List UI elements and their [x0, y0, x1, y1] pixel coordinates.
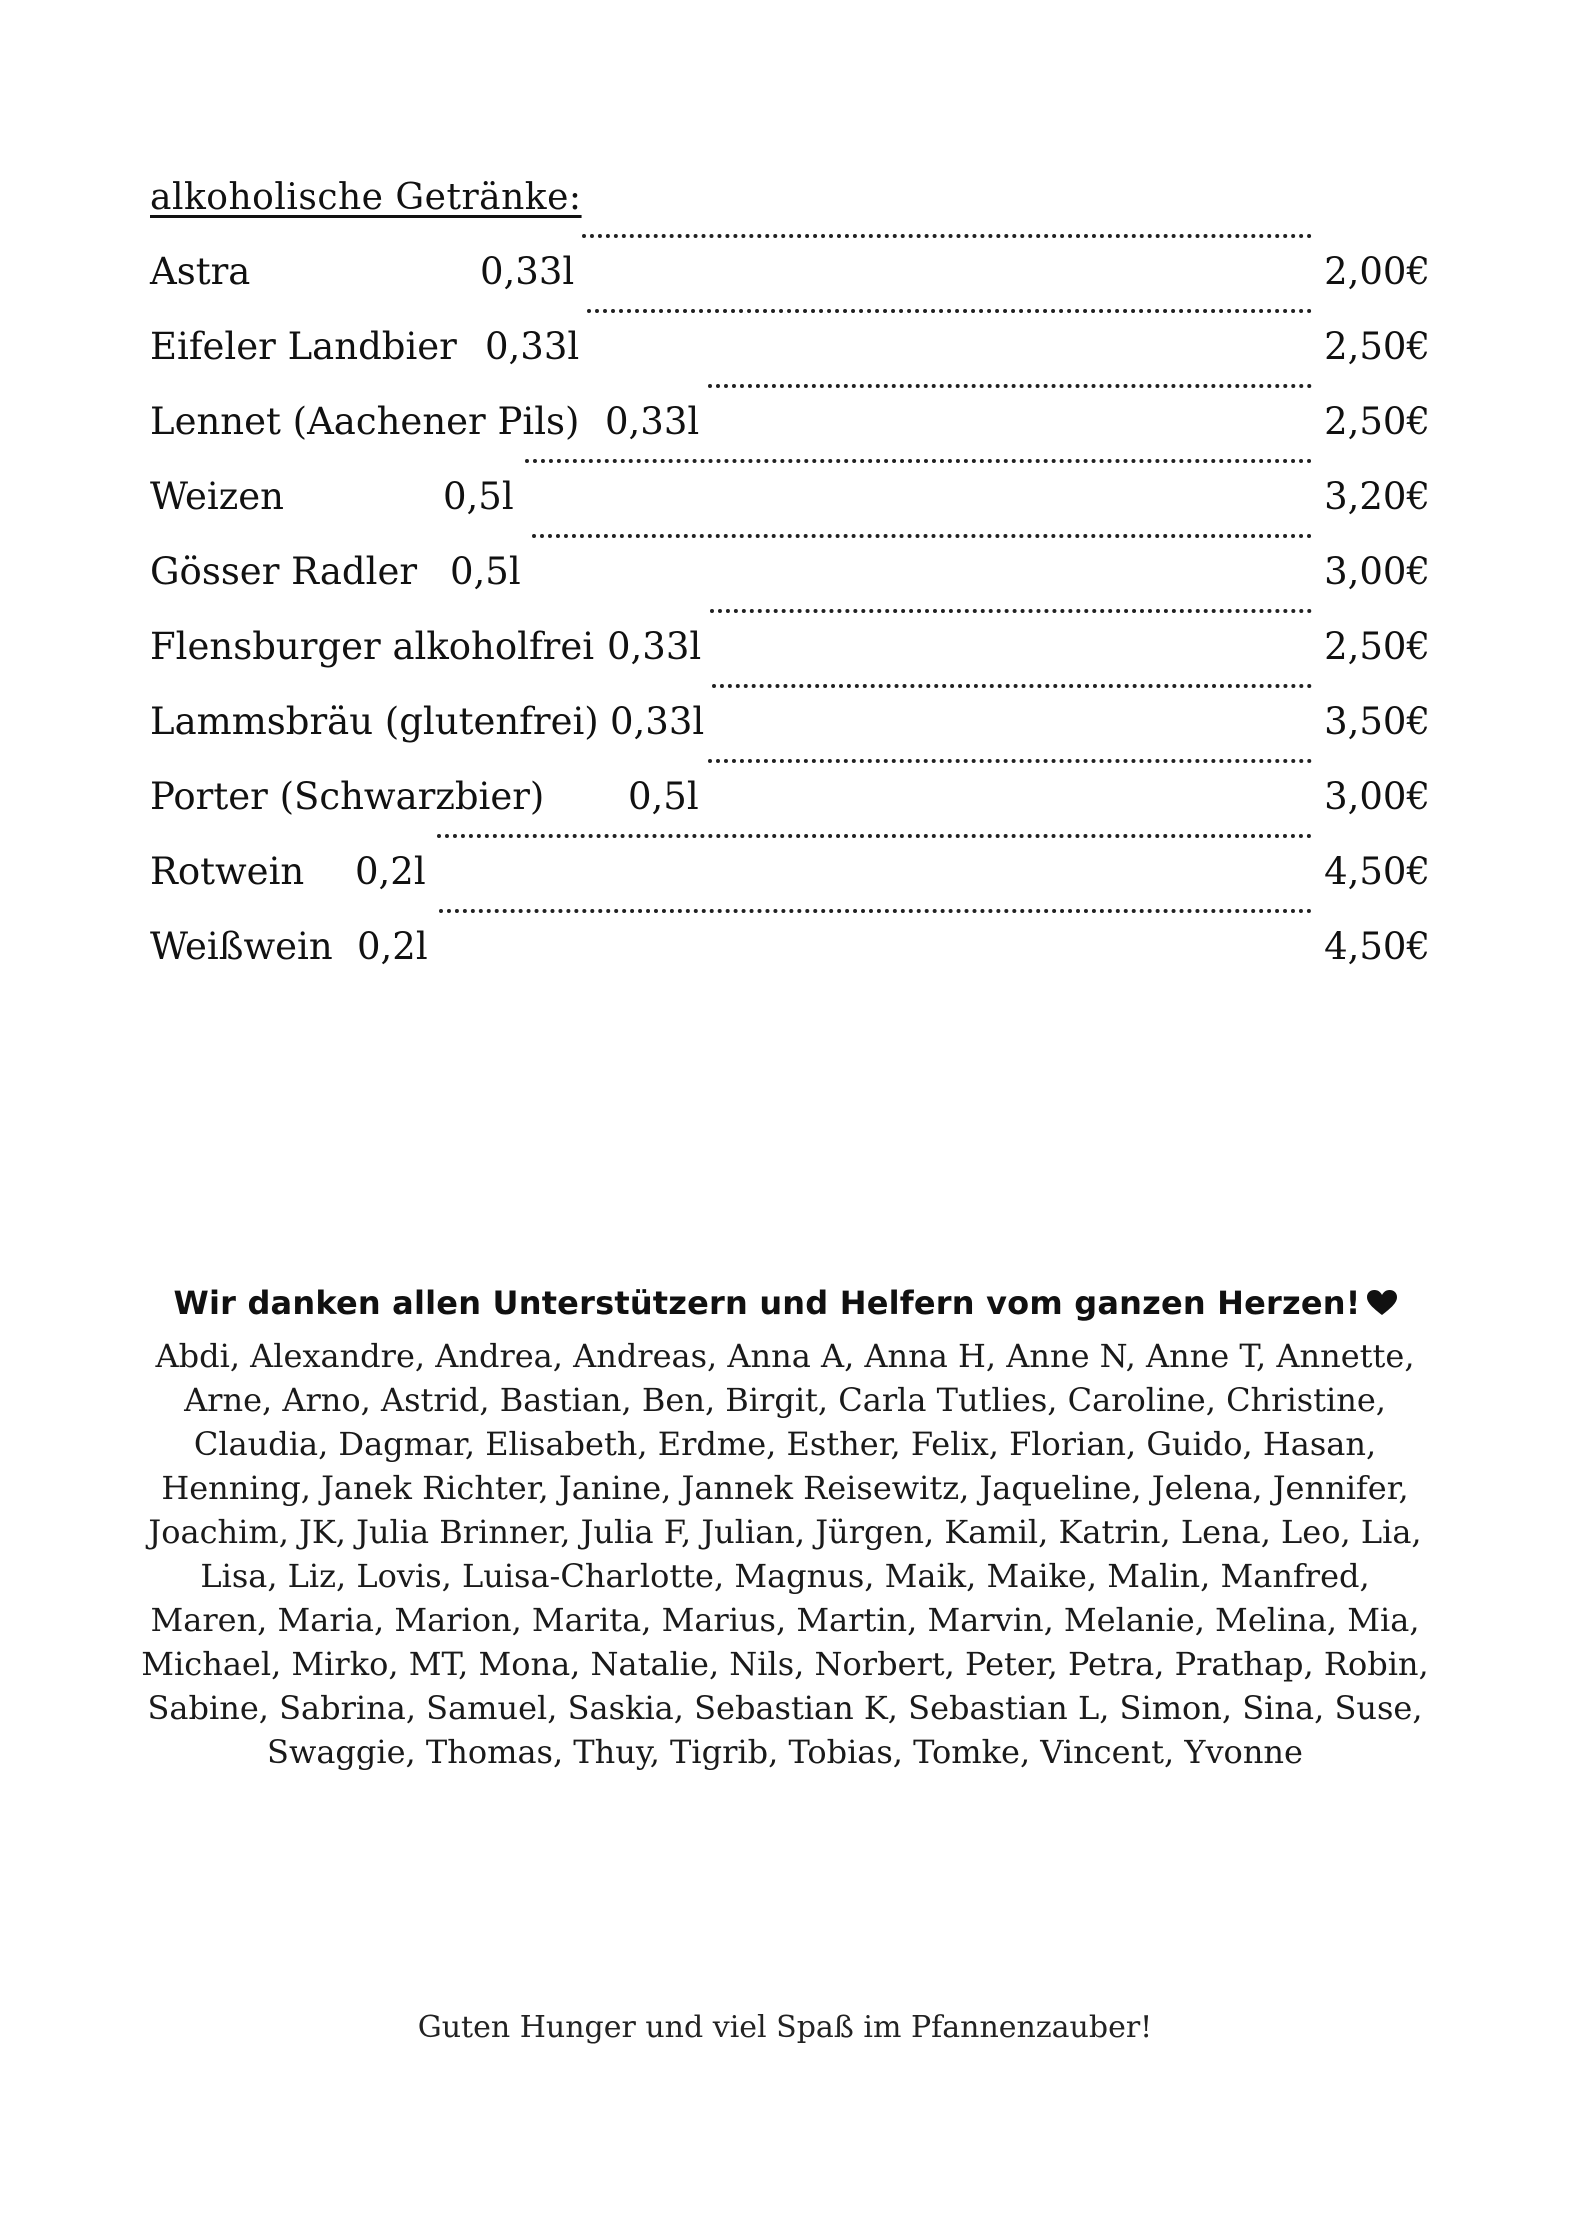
item-volume: 0,5l — [443, 475, 514, 518]
drinks-heading: alkoholische Getränke: — [150, 177, 582, 218]
item-name: Gösser Radler — [150, 550, 418, 593]
item-price: 3,00€ — [1324, 550, 1430, 593]
item-name: Flensburger alkoholfrei — [150, 625, 595, 668]
item-price: 3,00€ — [1324, 775, 1430, 818]
item-price: 2,00€ — [1324, 250, 1430, 293]
item-volume: 0,33l — [610, 700, 705, 743]
item-name: Eifeler Landbier — [150, 325, 457, 368]
drinks-menu — [150, 170, 1430, 984]
item-price: 3,50€ — [1324, 700, 1430, 743]
leader-dots — [437, 834, 1312, 838]
menu-item — [150, 534, 1430, 609]
helpers-list: Abdi, Alexandre, Andrea, Andreas, Anna A, Anna H, Anne N, Anne T, Annette, Arne, Arno, Astrid, Bastian, Ben, Birgit, Carla Tutlies, Caroline, Christine, Claudia, Dagmar, Elisabeth, Erdme, Esther, Felix, Florian, Guido, Hasan, Henning, Janek Richter, Janine, Jannek Reisewitz, Jaqueline, Jelena, Jennifer, Joachim, JK, Julia Brinner, Julia F, Julian, Jürgen, Kamil, Katrin, Lena, Leo, Lia, Lisa, Liz, Lovis, Luisa-Charlotte, Magnus, Maik, Maike, Malin, Manfred, Maren, Maria, Marion, Marita, Marius, Martin, Marvin, Melanie, Melina, Mia, Michael, Mirko, MT, Mona, Natalie, Nils, Norbert, Peter, Petra, Prathap, Robin, Sabine, Sabrina, Samuel, Saskia, Sebastian K, Sebastian L, Simon, Sina, Suse, Swaggie, Thomas, Thuy, Tigrib, Tobias, Tomke, Vincent, Yvonne — [141, 1337, 1429, 1771]
item-volume: 0,33l — [485, 325, 580, 368]
item-name: Lennet (Aachener Pils) — [150, 400, 580, 443]
item-volume: 0,5l — [450, 550, 521, 593]
item-volume: 0,33l — [480, 250, 575, 293]
menu-item — [150, 684, 1430, 759]
leader-dots — [587, 309, 1312, 313]
item-price: 2,50€ — [1324, 325, 1430, 368]
menu-item — [150, 909, 1430, 984]
item-price: 3,20€ — [1324, 475, 1430, 518]
menu-item — [150, 459, 1430, 534]
item-volume: 0,2l — [355, 850, 426, 893]
item-volume: 0,33l — [607, 625, 702, 668]
leader-dots — [582, 234, 1312, 238]
menu-item — [150, 234, 1430, 309]
item-volume: 0,2l — [357, 925, 428, 968]
leader-dots — [525, 459, 1312, 463]
item-name: Rotwein — [150, 850, 305, 893]
leader-dots — [708, 759, 1312, 763]
item-price: 4,50€ — [1324, 850, 1430, 893]
menu-item — [150, 609, 1430, 684]
menu-item — [150, 384, 1430, 459]
item-name: Weizen — [150, 475, 284, 518]
footer-text: Guten Hunger und viel Spaß im Pfannenzauber! — [417, 2010, 1153, 2045]
item-name: Astra — [150, 250, 251, 293]
thanks-section — [120, 1278, 1450, 1774]
menu-item — [150, 759, 1430, 834]
item-volume: 0,5l — [628, 775, 699, 818]
item-volume: 0,33l — [605, 400, 700, 443]
menu-item — [150, 834, 1430, 909]
leader-dots — [710, 609, 1312, 613]
leader-dots — [712, 684, 1312, 688]
heart-icon — [1367, 1280, 1397, 1306]
item-price: 2,50€ — [1324, 400, 1430, 443]
leader-dots — [708, 384, 1312, 388]
item-name: Weißwein — [150, 925, 333, 968]
item-name: Porter (Schwarzbier) — [150, 775, 545, 818]
thanks-heading-line — [120, 1278, 1450, 1328]
menu-item — [150, 309, 1430, 384]
item-price: 4,50€ — [1324, 925, 1430, 968]
leader-dots — [439, 909, 1312, 913]
leader-dots — [532, 534, 1312, 538]
item-price: 2,50€ — [1324, 625, 1430, 668]
thanks-heading: Wir danken allen Unterstützern und Helfern vom ganzen Herzen! — [173, 1284, 1361, 1322]
item-name: Lammsbräu (glutenfrei) — [150, 700, 599, 743]
